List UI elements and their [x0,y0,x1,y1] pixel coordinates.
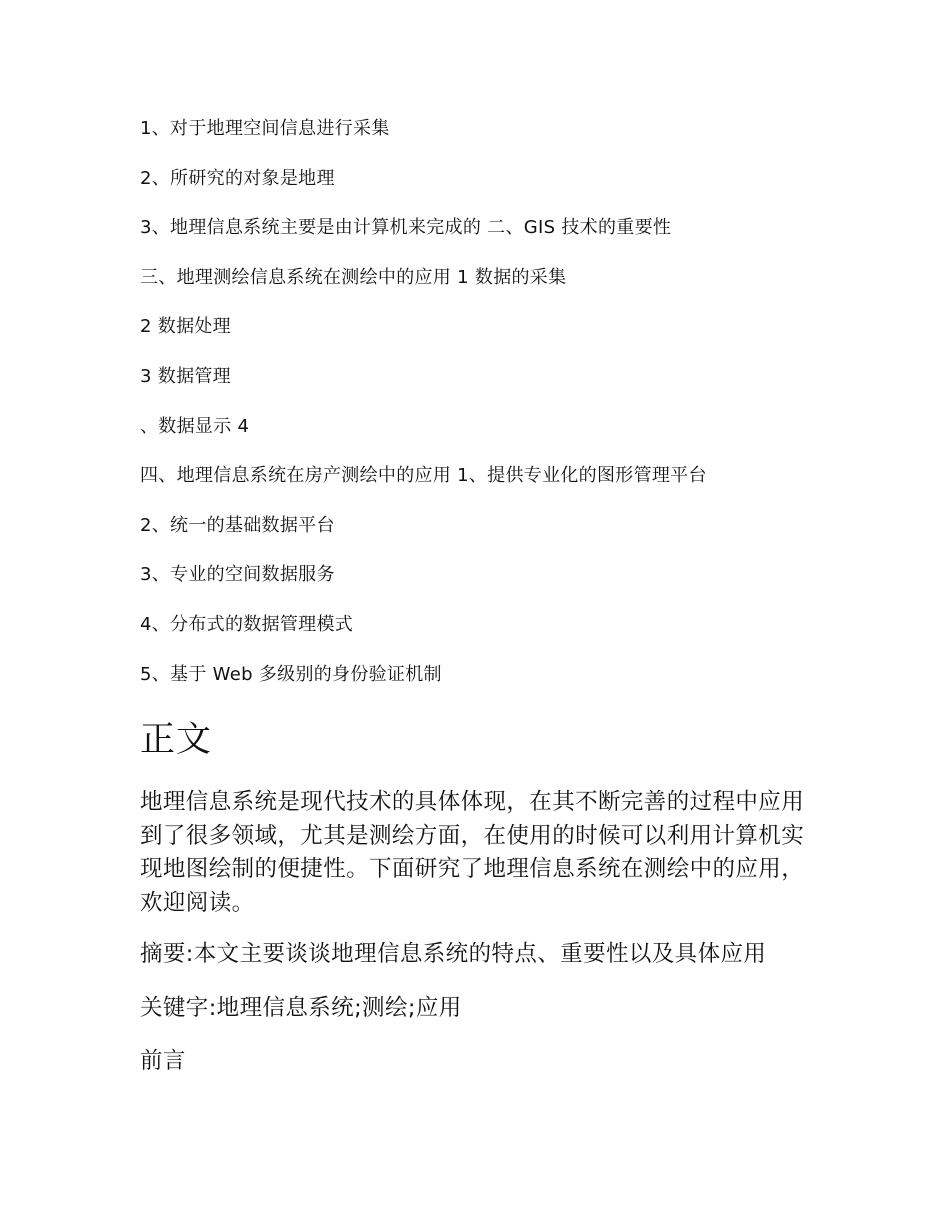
intro-paragraph: 地理信息系统是现代技术的具体体现，在其不断完善的过程中应用到了很多领域，尤其是测绘方面，在使用的时候可以利用计算机实现地图绘制的便捷性。下面研究了地理信息系统在测绘中的应用，欢迎阅读。 [140,789,805,916]
toc-item: 3、地理信息系统主要是由计算机来完成的 二、GIS 技术的重要性 [140,217,672,239]
preface-heading: 前言 [140,1048,186,1074]
toc-item: 3、专业的空间数据服务 [140,564,335,586]
toc-item: 2 数据处理 [140,316,231,338]
toc-item: 三、地理测绘信息系统在测绘中的应用 1 数据的采集 [140,266,567,288]
toc-item: 3 数据管理 [140,365,231,387]
body-text [140,786,820,1079]
keywords-line: 关键字:地理信息系统;测绘;应用 [140,994,462,1021]
abstract-line: 摘要:本文主要谈谈地理信息系统的特点、重要性以及具体应用 [140,941,767,967]
toc-item: 5、基于 Web 多级别的身份验证机制 [140,663,442,685]
toc-item: 、数据显示 4 [140,415,250,437]
toc-item: 1、对于地理空间信息进行采集 [140,118,390,139]
toc-item: 2、统一的基础数据平台 [140,514,335,536]
section-heading: 正文 [140,720,213,760]
table-of-contents [140,117,860,712]
toc-item: 2、所研究的对象是地理 [140,167,335,189]
toc-item: 四、地理信息系统在房产测绘中的应用 1、提供专业化的图形管理平台 [140,465,707,487]
toc-item: 4、分布式的数据管理模式 [140,613,354,635]
